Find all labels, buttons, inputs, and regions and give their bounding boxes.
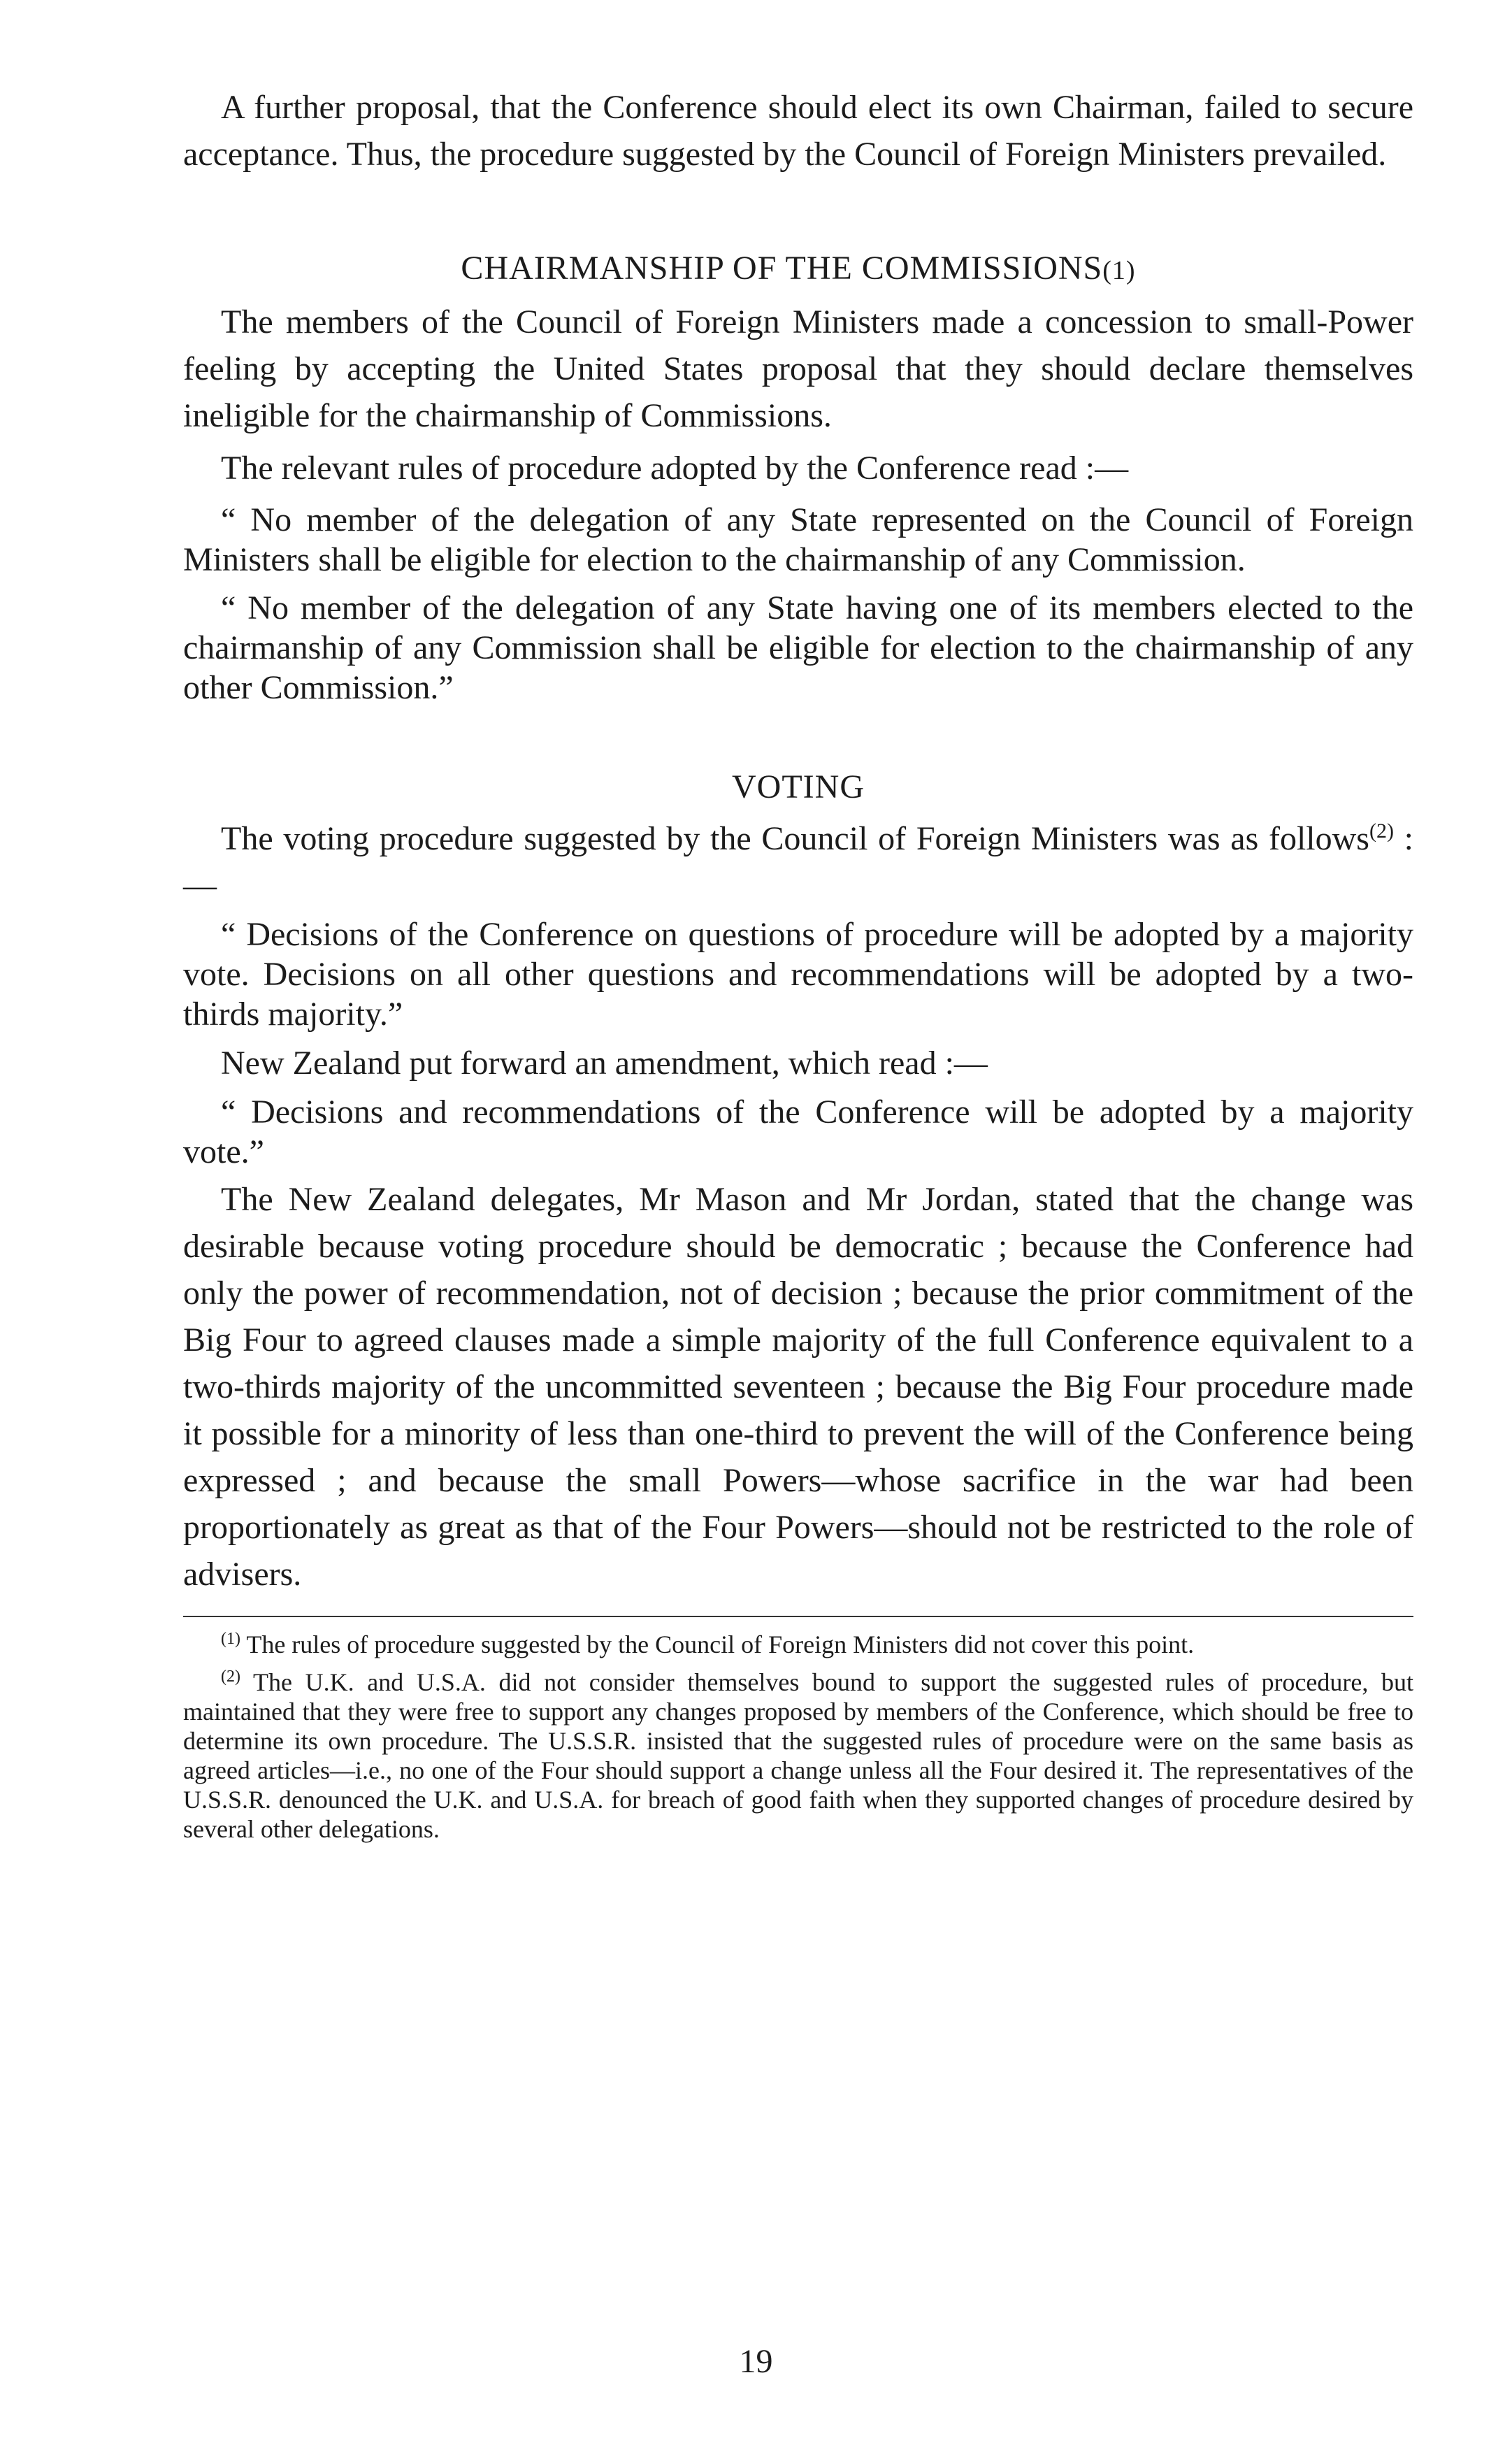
footnote-2-text: The U.K. and U.S.A. did not consider themselves bound to support the suggested rules of procedure, but maintained that they were free to support any changes proposed by members of the Conference, which should be free to determine its own procedure. The U.S.S.R. insisted that the suggested rules of procedure were on the same basis as agreed articles—i.e., no one of the Four should support a change unless all the Four desired it. The representatives of the U.S.S.R. denounced the U.K. and U.S.A. for breach of good faith when they supported changes of procedure desired by several other delegations. <box>183 1668 1413 1843</box>
footnote-ref-2: (2) <box>1369 819 1394 842</box>
rule-quote-1: “ No member of the delegation of any State represented on the Council of Foreign Ministers shall be eligible for election to the chairmanship of any Commission. <box>183 501 1413 578</box>
voting-paragraph-1-tail: :— <box>183 820 1414 904</box>
voting-paragraph-1-text: The voting procedure suggested by the Council of Foreign Ministers was as follows <box>221 820 1369 857</box>
footnote-ref-1: (1) <box>1102 256 1136 285</box>
intro-paragraph: A further proposal, that the Conference should elect its own Chairman, failed to secure acceptance. Thus, the procedure suggested by the Council of Foreign Ministers prevailed. <box>183 89 1413 173</box>
chairmanship-paragraph-1: The members of the Council of Foreign Ministers made a concession to small-Power feeling by accepting the United States proposal that they should declare themselves ineligible for the chairmanship of Commissions. <box>183 303 1413 434</box>
section-heading-chairmanship <box>183 248 1413 292</box>
rule-quote-2: “ No member of the delegation of any State having one of its members elected to the chairmanship of any Commission shall be eligible for election to the chairmanship of any other Commission.” <box>183 589 1413 706</box>
page-content <box>183 84 1413 1852</box>
voting-paragraph-2: New Zealand put forward an amendment, which read :— <box>221 1045 988 1082</box>
voting-paragraph-3: The New Zealand delegates, Mr Mason and Mr Jordan, stated that the change was desirable because voting procedure should be democratic ; because the Conference had only the power of recommendation, not of decision ; because the prior commitment of the Big Four to agreed clauses made a simple majority of the full Conference equivalent to a two-thirds majority of the uncommitted seventeen ; because the Big Four procedure made it possible for a minority of less than one-third to prevent the will of the Conference being expressed ; and because the small Powers—whose sacrifice in the war had been proportionately as great as that of the Four Powers—should not be restricted to the role of advisers. <box>183 1181 1413 1593</box>
footnotes <box>183 1616 1413 1844</box>
heading-text: CHAIRMANSHIP OF THE COMMISSIONS <box>461 250 1103 287</box>
footnote-2 <box>183 1668 1413 1844</box>
footnote-1-marker: (1) <box>221 1630 240 1648</box>
footnote-rule <box>183 1616 1413 1617</box>
voting-quote-1: “ Decisions of the Conference on questions of procedure will be adopted by a majority vote. Decisions on all other questions and recommendations will be adopted by a two-thirds majority.” <box>183 916 1413 1033</box>
page-number: 19 <box>739 2343 773 2380</box>
voting-paragraph-1 <box>183 815 1413 909</box>
chairmanship-paragraph-2: The relevant rules of procedure adopted by the Conference read :— <box>221 450 1129 487</box>
footnote-1-text: The rules of procedure suggested by the Council of Foreign Ministers did not cover this point. <box>240 1630 1195 1658</box>
footnote-2-marker: (2) <box>221 1668 240 1686</box>
voting-quote-2: “ Decisions and recommendations of the Conference will be adopted by a majority vote.” <box>183 1093 1413 1170</box>
section-heading-voting: VOTING <box>732 768 865 805</box>
footnote-1 <box>183 1630 1413 1659</box>
